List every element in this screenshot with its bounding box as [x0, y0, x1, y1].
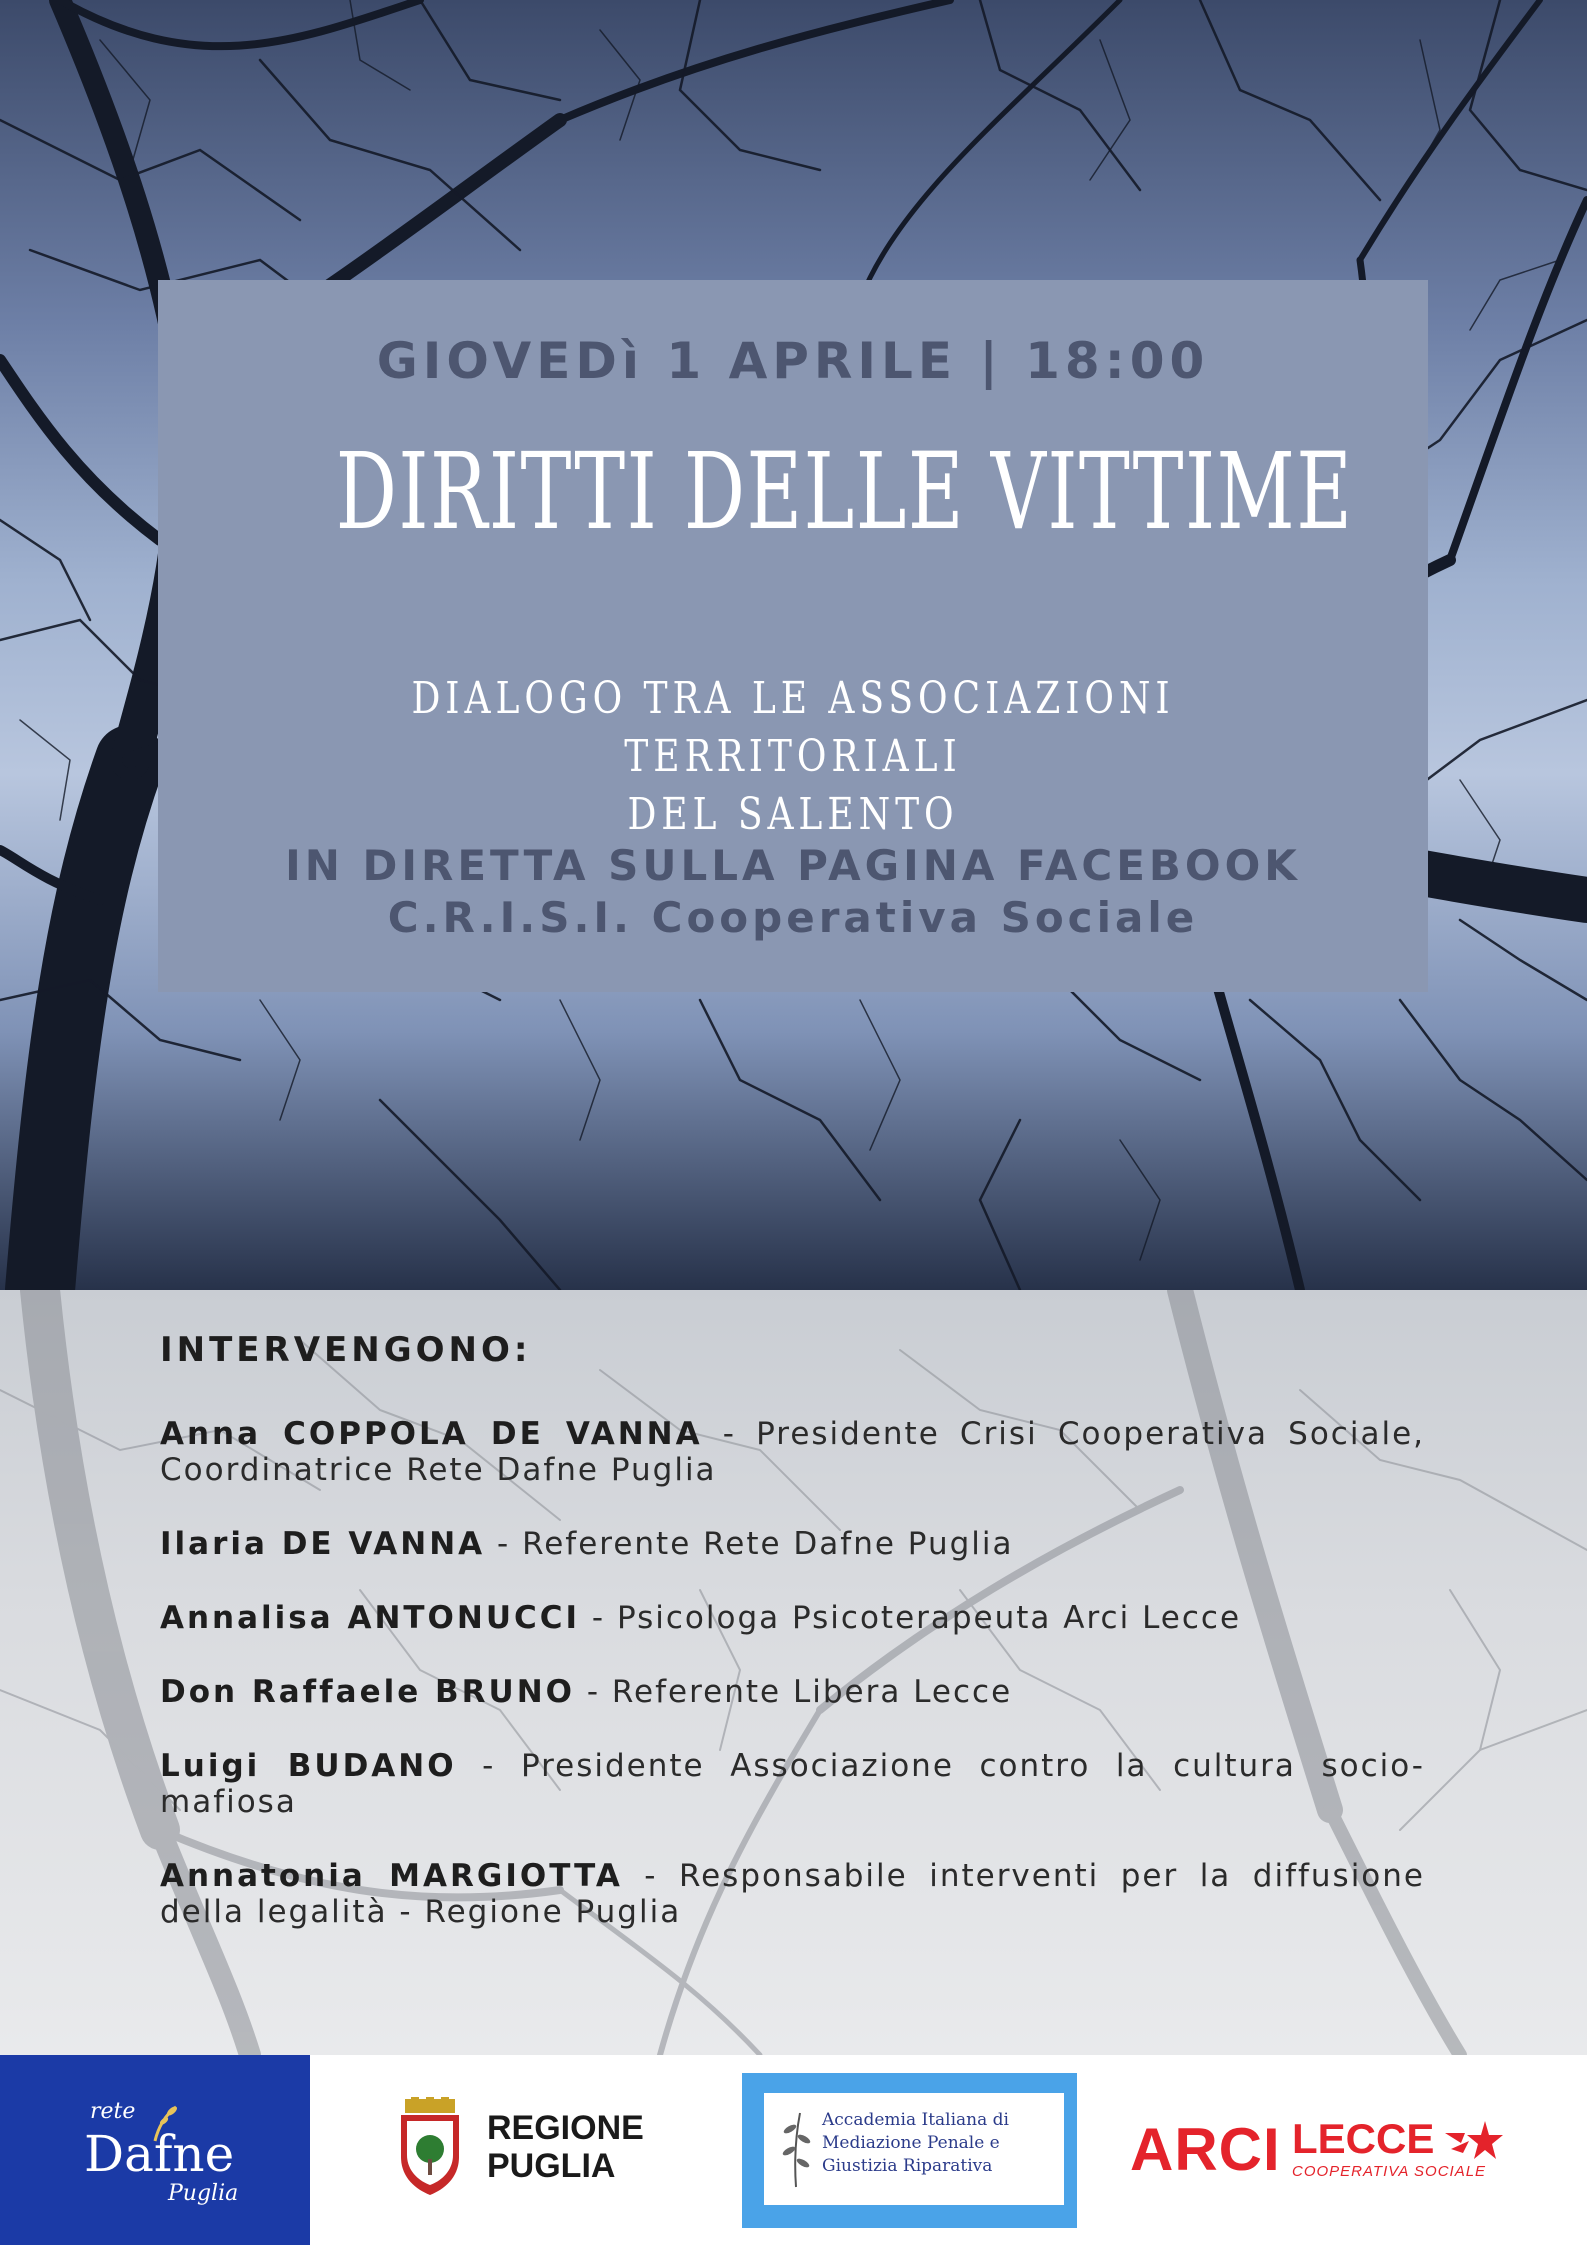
speakers-section [160, 1330, 1425, 1968]
event-title: DIRITTI DELLE VITTIME [335, 430, 1354, 553]
academy-line-3: Giustizia Riparativa [822, 2156, 993, 2176]
dafne-logo-rete: rete [90, 2099, 136, 2124]
speaker-role: - Presidente Crisi Cooperativa Sociale, Coordinatrice Rete Dafne Puglia [160, 1416, 1425, 1488]
regione-puglia-coat-of-arms-icon [395, 2097, 465, 2197]
arci-lecce-logo [1120, 2115, 1520, 2205]
regione-puglia-logo [395, 2087, 655, 2207]
arci-coop-label: COOPERATIVA SOCIALE [1292, 2163, 1487, 2180]
event-date-time: GIOVEDì 1 APRILE | 18:00 [376, 332, 1210, 390]
academy-mediation-logo [742, 2073, 1077, 2228]
speaker-item [160, 1416, 1425, 1488]
subtitle-line-2: DEL SALENTO [627, 789, 959, 840]
speaker-item [160, 1748, 1425, 1820]
academy-line-1: Accademia Italiana di [822, 2110, 1009, 2130]
speaker-role: - Referente Rete Dafne Puglia [485, 1526, 1014, 1562]
leaf-icon [150, 2103, 180, 2143]
regione-line: REGIONE [487, 2109, 644, 2147]
puglia-line: PUGLIA [487, 2147, 616, 2185]
speaker-item [160, 1526, 1425, 1562]
live-stream-line-1: IN DIRETTA SULLA PAGINA FACEBOOK [285, 841, 1301, 890]
sponsor-logos-bar [0, 2055, 1587, 2245]
academy-logo-panel [764, 2093, 1064, 2205]
lecce-word: LECCE [1292, 2115, 1435, 2162]
event-header-box [158, 280, 1428, 992]
event-subtitle [272, 670, 1313, 844]
speakers-heading: INTERVENGONO: [160, 1330, 532, 1370]
speaker-name: Ilaria DE VANNA [160, 1526, 486, 1562]
speaker-name: Luigi BUDANO [160, 1748, 457, 1784]
dafne-logo-name: Dafne [84, 2125, 235, 2183]
speaker-name: Annalisa ANTONUCCI [160, 1600, 581, 1636]
academy-line-2: Mediazione Penale e [822, 2133, 1000, 2153]
live-stream-line-2: C.R.I.S.I. Cooperativa Sociale [387, 893, 1199, 942]
speaker-role: - Referente Libera Lecce [575, 1674, 1013, 1710]
academy-name [822, 2109, 1009, 2178]
speaker-role: - Presidente Associazione contro la cultura socio-mafiosa [160, 1748, 1425, 1820]
arci-word: ARCI [1130, 2116, 1281, 2183]
speaker-item [160, 1600, 1425, 1636]
speaker-role: - Psicologa Psicoterapeuta Arci Lecce [580, 1600, 1242, 1636]
speaker-role: - Responsabile interventi per la diffusione della legalità - Regione Puglia [160, 1858, 1425, 1930]
regione-puglia-name [487, 2109, 644, 2185]
speaker-item [160, 1858, 1425, 1930]
speaker-name: Anna COPPOLA DE VANNA [160, 1416, 703, 1452]
dafne-logo-region: Puglia [168, 2181, 239, 2206]
live-stream-info [158, 840, 1428, 944]
speaker-name: Don Raffaele BRUNO [160, 1674, 576, 1710]
speaker-name: Annatonia MARGIOTTA [160, 1858, 623, 1894]
subtitle-line-1: DIALOGO TRA LE ASSOCIAZIONI TERRITORIALI [411, 673, 1175, 782]
olive-branch-icon [776, 2109, 816, 2189]
speaker-item [160, 1674, 1425, 1710]
rete-dafne-logo [0, 2055, 310, 2245]
star-icon [1445, 2119, 1505, 2169]
